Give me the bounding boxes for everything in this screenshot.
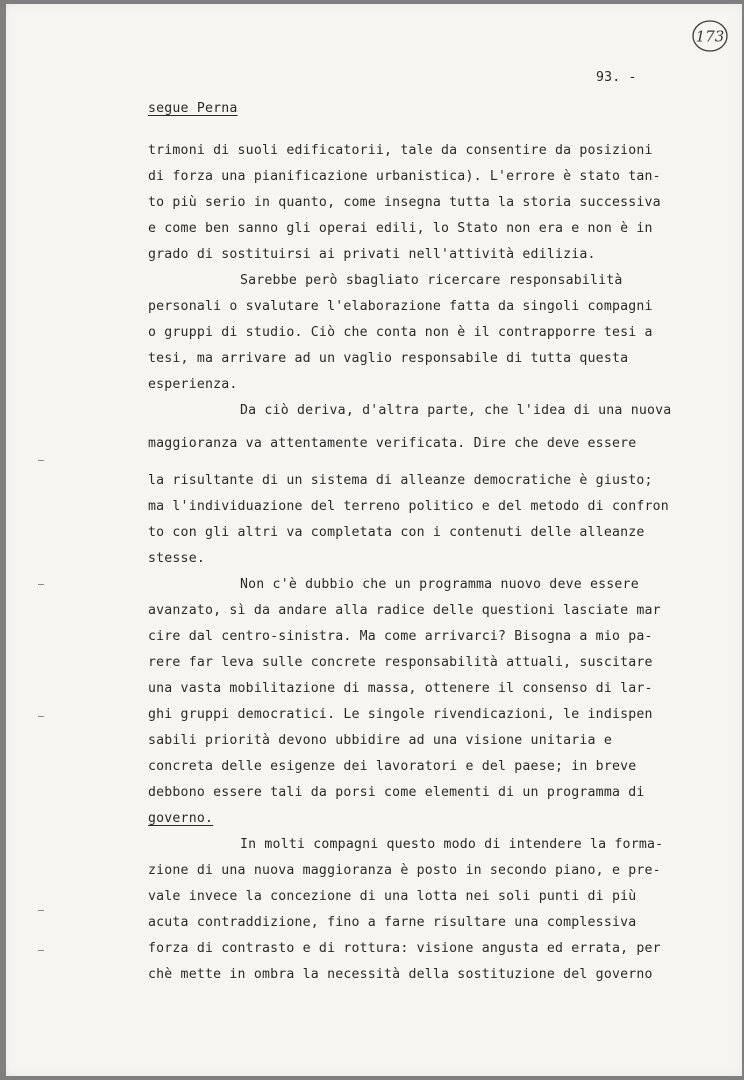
text-line: la risultante di un sistema di alleanze democratiche è giusto;	[148, 473, 653, 488]
text-line: stesse.	[148, 551, 205, 566]
margin-mark	[38, 950, 44, 951]
text-line: Da ciò deriva, d'altra parte, che l'idea di una nuova	[240, 403, 672, 418]
text-line: ghi gruppi democratici. Le singole rivendicazioni, le indispen	[148, 707, 653, 722]
text-line: grado di sostituirsi ai privati nell'attività edilizia.	[148, 247, 596, 262]
document-page	[6, 4, 742, 1076]
margin-mark	[38, 716, 44, 717]
text-line: avanzato, sì da andare alla radice delle questioni lasciate mar	[148, 603, 661, 618]
text-line: rere far leva sulle concrete responsabilità attuali, suscitare	[148, 655, 653, 670]
text-line: tesi, ma arrivare ad un vaglio responsabile di tutta questa	[148, 351, 629, 366]
text-line: o gruppi di studio. Ciò che conta non è il contrapporre tesi a	[148, 325, 653, 340]
text-line: di forza una pianificazione urbanistica). L'errore è stato tan-	[148, 169, 661, 184]
text-line: cire dal centro-sinistra. Ma come arrivarci? Bisogna a mio pa-	[148, 629, 653, 644]
text-line: sabili priorità devono ubbidire ad una visione unitaria e	[148, 733, 612, 748]
text-line: esperienza.	[148, 377, 238, 392]
text-line: e come ben sanno gli operai edili, lo Stato non era e non è in	[148, 221, 653, 236]
margin-mark	[38, 460, 44, 461]
text-line: Non c'è dubbio che un programma nuovo deve essere	[240, 577, 639, 592]
text-line: In molti compagni questo modo di intendere la forma-	[240, 837, 664, 852]
text-line: zione di una nuova maggioranza è posto in secondo piano, e pre-	[148, 863, 661, 878]
text-line: to con gli altri va completata con i contenuti delle alleanze	[148, 525, 645, 540]
text-line: debbono essere tali da porsi come elementi di un programma di	[148, 785, 645, 800]
page-number: 93. -	[596, 70, 637, 85]
margin-mark	[38, 910, 44, 911]
text-line: personali o svalutare l'elaborazione fatta da singoli compagni	[148, 299, 653, 314]
archive-stamp-number: 173	[695, 27, 725, 46]
section-heading: segue Perna	[148, 101, 238, 116]
text-line: vale invece la concezione di una lotta nei soli punti di più	[148, 889, 637, 904]
text-line: forza di contrasto e di rottura: visione angusta ed errata, per	[148, 941, 661, 956]
text-line: governo.	[148, 811, 214, 826]
text-line: concreta delle esigenze dei lavoratori e del paese; in breve	[148, 759, 637, 774]
text-line: una vasta mobilitazione di massa, ottenere il consenso di lar-	[148, 681, 653, 696]
text-line: trimoni di suoli edificatorii, tale da consentire da posizioni	[148, 143, 653, 158]
text-line: ma l'individuazione del terreno politico e del metodo di confron	[148, 499, 669, 514]
text-line: to più serio in quanto, come insegna tutta la storia successiva	[148, 195, 661, 210]
margin-mark	[38, 584, 44, 585]
text-line: maggioranza va attentamente verificata. Dire che deve essere	[148, 436, 637, 451]
archive-stamp	[690, 18, 730, 54]
text-line: Sarebbe però sbagliato ricercare responsabilità	[240, 273, 623, 288]
text-line: chè mette in ombra la necessità della sostituzione del governo	[148, 967, 653, 982]
text-line: acuta contraddizione, fino a farne risultare una complessiva	[148, 915, 637, 930]
